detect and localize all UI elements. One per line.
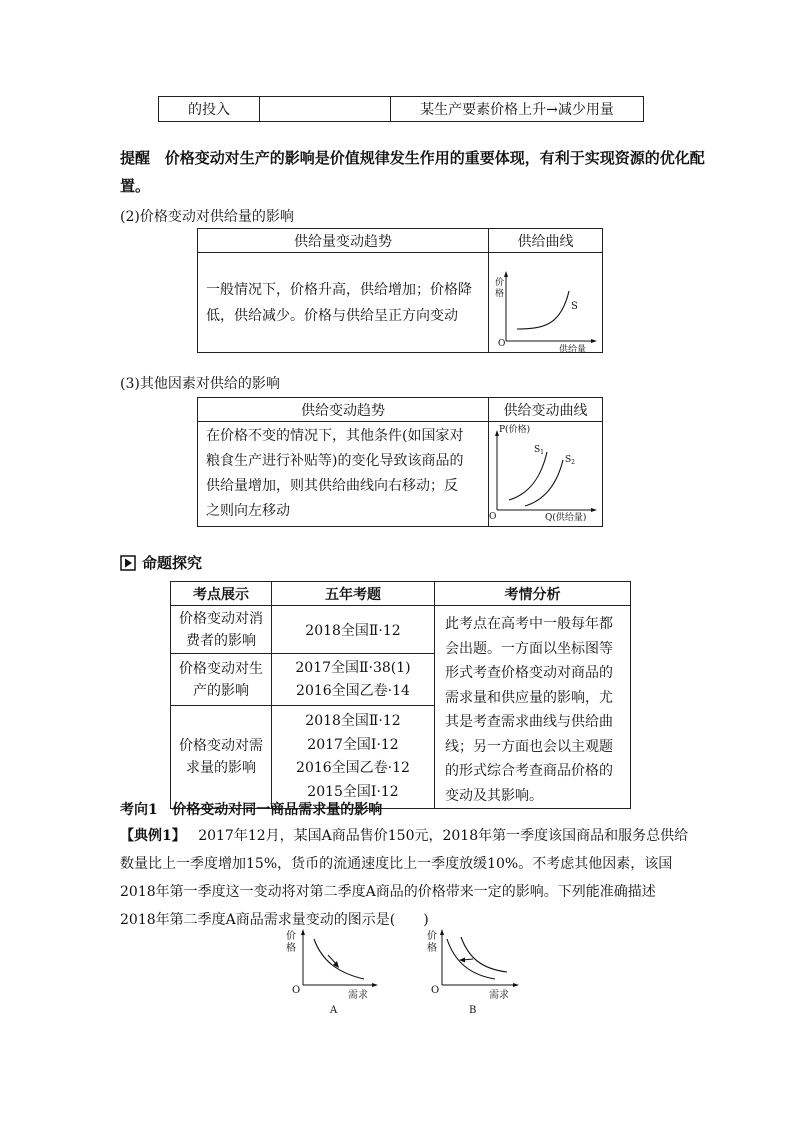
exp-row3-point [171, 706, 272, 809]
reminder-text-cont: 置。 [120, 177, 151, 195]
svg-text:S1 [534, 445, 544, 456]
reminder-label: 提醒 [120, 149, 151, 167]
top-table-cell-3: 某生产要素价格上升→减少用量 [391, 97, 644, 122]
shift-origin: O [489, 512, 497, 522]
svg-text:S2 [565, 455, 575, 466]
supply-change-header-trend: 供给变动趋势 [198, 398, 489, 422]
top-table [158, 96, 644, 122]
exp-row2-point-l2: 产的影响 [193, 682, 249, 699]
option-a-demand-curve [314, 939, 364, 979]
option-b-y-arrow [440, 929, 444, 935]
supply-curve-s1 [509, 452, 547, 500]
exp-row1-exam-1: 2018全国Ⅱ·12 [305, 622, 401, 639]
option-b-letter: B [469, 1005, 477, 1016]
exp-analysis-line-1: 此考点在高考中一般每年都 [445, 616, 613, 632]
direction-label: 考向1 [120, 802, 158, 818]
supply-y-label-1: 价 [495, 278, 505, 288]
exp-analysis-line-6: 线；另一方面也会以主观题 [445, 738, 613, 755]
example-line-4: 2018年第二季度A商品需求量变动的图示是( ) [120, 912, 429, 928]
exp-analysis [435, 606, 631, 809]
option-b-demand-curve-2 [461, 937, 507, 972]
exp-header-exams: 五年考题 [272, 582, 435, 606]
exp-analysis-line-3: 形式考查价格变动对商品的 [445, 665, 613, 681]
option-a-y-label-2: 格 [286, 943, 296, 954]
supply-change-line-2: 粮食生产进行补贴等)的变化导致该商品的 [206, 453, 464, 469]
exp-analysis-line-2: 会出题。一方面以坐标图等 [445, 640, 613, 657]
option-b-x-label: 需求 [489, 990, 509, 1001]
supply-x-label: 供给量 [559, 345, 587, 355]
exp-analysis-line-8: 变动及其影响。 [445, 787, 543, 804]
exp-row2-exam-2: 2016全国乙卷·14 [296, 682, 410, 699]
supply-x-arrow [591, 339, 597, 343]
exploration-table [170, 581, 631, 809]
option-a-graph [282, 925, 382, 1020]
exp-row3-exam-2: 2017全国Ⅰ·12 [307, 736, 399, 753]
top-table-cell-2 [260, 97, 391, 122]
example-block [120, 822, 700, 934]
s1-sub: 1 [540, 449, 544, 456]
exploration-heading [120, 552, 202, 573]
option-b-y-label-1: 价 [427, 931, 437, 942]
exp-row3-exams [272, 706, 435, 809]
option-a-x-arrow [372, 983, 378, 987]
supply-header-trend: 供给量变动趋势 [198, 229, 489, 253]
supply-origin: O [498, 339, 506, 349]
shift-x-arrow [591, 508, 597, 512]
supply-curve-s2 [525, 460, 563, 506]
supply-table [197, 228, 603, 353]
option-a-origin: O [292, 985, 301, 996]
supply-change-header-curve: 供给变动曲线 [489, 398, 603, 422]
exp-row1-point [171, 606, 272, 654]
option-a-letter: A [330, 1005, 338, 1016]
supply-curve-label: S [571, 301, 578, 312]
example-line-1 [120, 822, 700, 850]
direction-heading [120, 799, 382, 819]
play-triangle-icon [120, 555, 136, 571]
exp-row3-point-l1: 价格变动对需 [179, 738, 263, 755]
option-a-y-label-1: 价 [286, 931, 296, 942]
supply-change-line-4: 之则向左移动 [206, 503, 290, 519]
exp-row3-exam-1: 2018全国Ⅱ·12 [305, 713, 401, 730]
shift-x-label: Q(供给量) [545, 513, 587, 523]
s2-label: S [565, 455, 572, 465]
s1-label: S [534, 445, 541, 455]
example-line-2: 数量比上一季度增加15%，货币的流通速度比上一季度放缓10%。不考虑其他因素，该国 [120, 856, 673, 872]
option-b-origin: O [431, 985, 440, 996]
exp-header-analysis: 考情分析 [435, 582, 631, 606]
exp-header-point: 考点展示 [171, 582, 272, 606]
option-b-graph [425, 925, 525, 1020]
reminder [120, 145, 720, 171]
exp-analysis-line-7: 的形式综合考查商品价格的 [445, 763, 613, 779]
exp-row2-exams [272, 654, 435, 706]
option-b-x-arrow [513, 983, 519, 987]
option-a-y-arrow [301, 929, 305, 935]
exp-row2-point [171, 654, 272, 706]
section3-heading: (3)其他因素对供给的影响 [120, 376, 280, 392]
supply-change-line-1: 在价格不变的情况下，其他条件(如国家对 [206, 428, 464, 444]
exp-row2-point-l1: 价格变动对生 [179, 660, 263, 677]
supply-y-label-2: 格 [495, 289, 505, 299]
supply-shift-graph [489, 422, 601, 522]
option-b-y-label-2: 格 [427, 943, 437, 954]
supply-header-curve: 供给曲线 [489, 229, 603, 253]
supply-change-table [197, 397, 603, 527]
supply-curve [517, 291, 569, 329]
exp-row2-exam-1: 2017全国Ⅱ·38(1) [295, 659, 411, 676]
exp-row1-point-l2: 费者的影响 [186, 632, 256, 649]
exp-row3-exam-3: 2016全国乙卷·12 [296, 760, 410, 777]
example-text-1: 2017年12月，某国A商品售价150元，2018年第一季度该国商品和服务总供给 [198, 828, 689, 844]
supply-y-arrow [504, 271, 508, 277]
exp-row1-exams [272, 606, 435, 654]
exp-analysis-line-5: 其是考查需求曲线与供给曲 [445, 714, 613, 730]
section2-heading: (2)价格变动对供给量的影响 [120, 209, 294, 225]
supply-curve-graph [489, 253, 601, 355]
option-a-x-label: 需求 [348, 990, 368, 1001]
exploration-title: 命题探究 [142, 554, 203, 572]
exp-row3-point-l2: 求量的影响 [186, 760, 256, 777]
shift-y-label: P(价格) [499, 425, 531, 435]
example-label: 【典例1】 [120, 828, 186, 844]
supply-change-line-3: 供给量增加，则其供给曲线向右移动；反 [206, 478, 458, 494]
example-line-3: 2018年第一季度这一变动将对第二季度A商品的价格带来一定的影响。下列能准确描述 [120, 884, 656, 900]
exp-row1-point-l1: 价格变动对消 [179, 610, 263, 627]
direction-title: 价格变动对同一商品需求量的影响 [172, 802, 383, 818]
supply-text-line-1: 一般情况下，价格升高，供给增加；价格降 [206, 281, 472, 298]
exp-row3-exam-4: 2015全国Ⅰ·12 [307, 783, 399, 800]
exp-analysis-line-4: 需求量和供应量的影响，尤 [445, 689, 613, 706]
top-table-cell-1: 的投入 [159, 97, 260, 122]
s2-sub: 2 [571, 459, 575, 466]
reminder-text: 价格变动对生产的影响是价值规律发生作用的重要体现，有利于实现资源的优化配 [164, 149, 705, 167]
supply-text-line-2: 低，供给减少。价格与供给呈正方向变动 [206, 307, 458, 324]
